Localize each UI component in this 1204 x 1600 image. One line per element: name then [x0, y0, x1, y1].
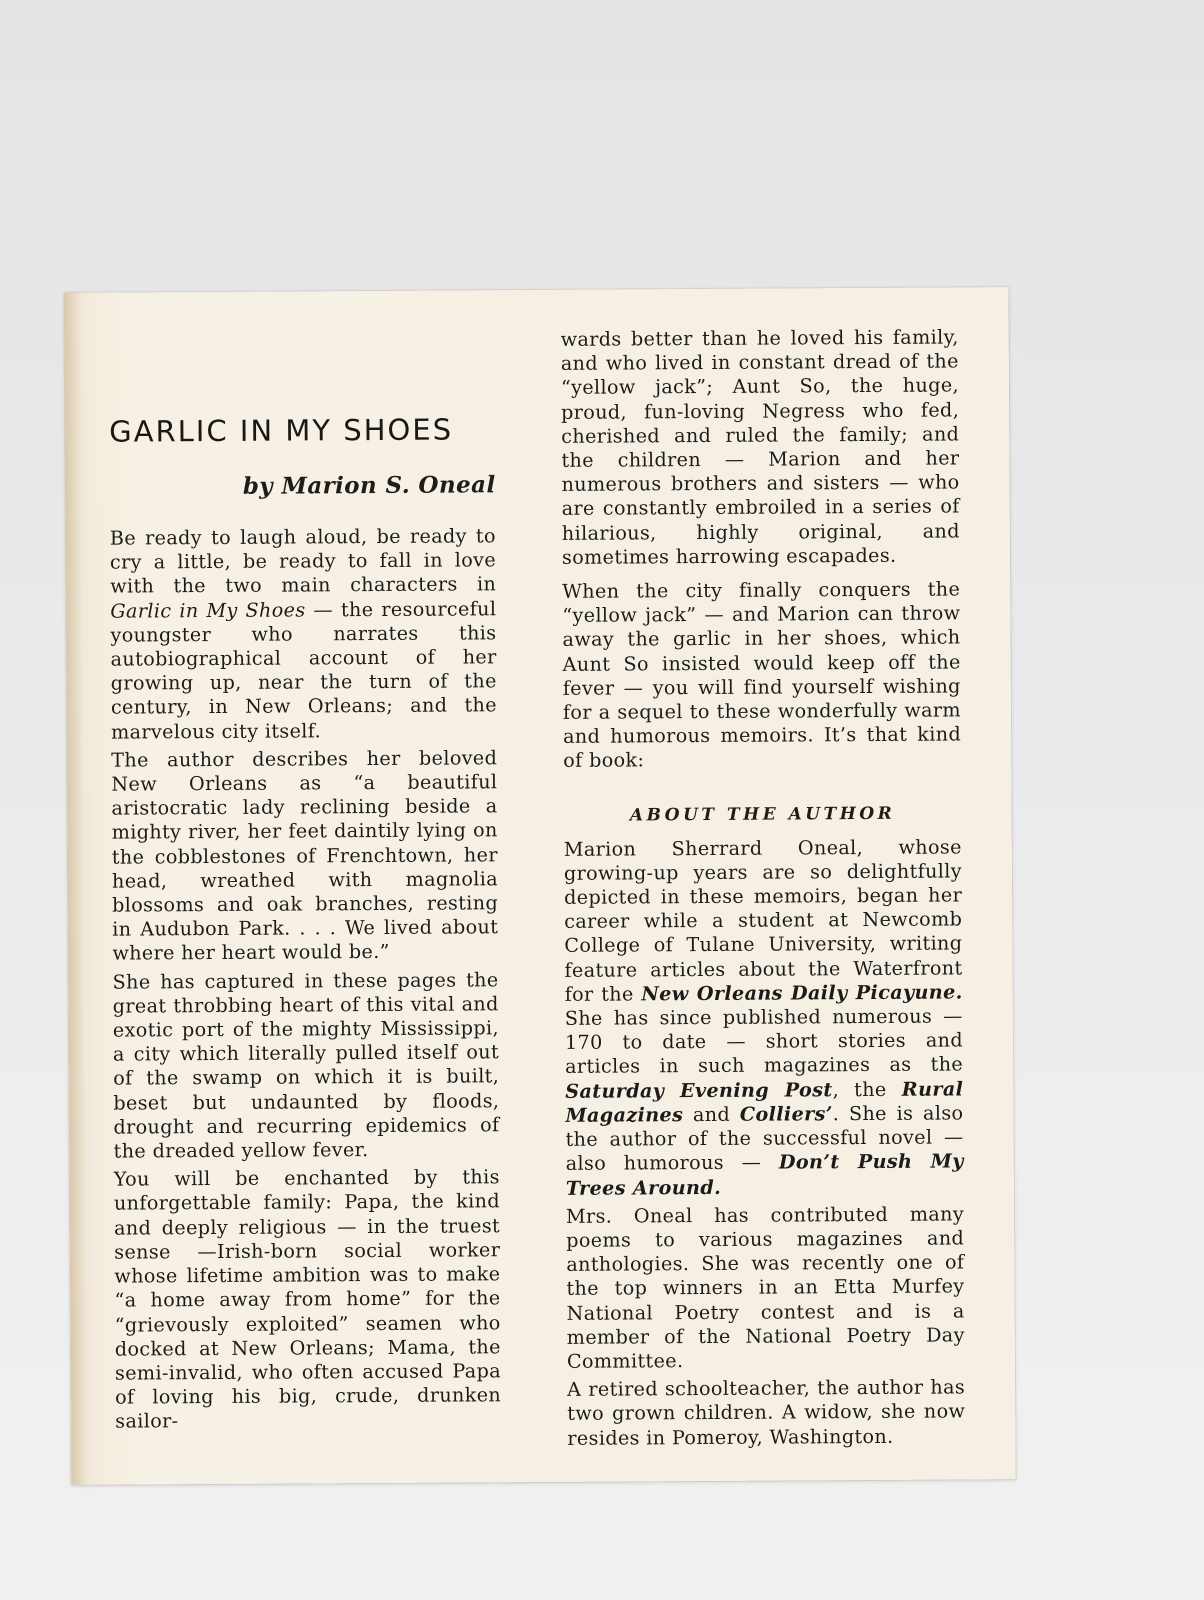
about-p1-segment-3: She has since published numerous — 170 to date — short stories and articles in such magazines as the [564, 1004, 964, 1079]
left-p1-segment-3: — the resourceful youngster who narrates this autobiographical account of her growing up, near the turn of the century, in New Orleans; and the marvelous city itself. [110, 596, 497, 744]
right-p1-segment-1: wards better than he loved his family, and who lived in constant dread of the “yellow jack”; Aunt So, the huge, proud, fun-loving Negress who fed, cherished and ruled the family; and the children — Marion and her numerous brothers and sisters — who are constantly embroiled in a series of hilarious, highly original, and sometimes harrowing escapades. [560, 325, 960, 569]
about-paragraph-1 [564, 835, 964, 1200]
about-p1-segment-4: Saturday Evening Post [565, 1077, 833, 1103]
left-paragraph-4 [114, 1166, 502, 1435]
left-p2-segment-1: The author describes her beloved New Orleans as “a beautiful aristocratic lady reclining beside a mighty river, her feet daintily lying on the cobblestones of Frenchtown, her head, wreathed with magnolia blossoms and oak branches, resting in Audubon Park. . . . We lived about where her heart would be.” [111, 746, 499, 966]
left-p1-segment-1: Be ready to laugh aloud, be ready to cry a little, be ready to fall in love with the two main characters in [109, 524, 497, 599]
left-p4-segment-1: You will be enchanted by this unforgettable family: Papa, the kind and deeply religious — in the truest sense —Irish-born social worker whose lifetime ambition was to make “a home away from home” for the “grievously exploited” seamen who docked at New Orleans; Mama, the semi-invalid, who often accused Papa of loving his big, crude, drunken sailor- [113, 1165, 502, 1433]
right-paragraphs [561, 325, 962, 773]
left-paragraph-3 [113, 968, 500, 1164]
left-paragraph-2 [111, 746, 498, 966]
about-paragraph-3 [567, 1376, 965, 1451]
about-p2-segment-1: Mrs. Oneal has contributed many poems to various magazines and anthologies. She was recently one of the top winners in an Etta Murfey National Poetry contest and is a member of the National Poetry Day Committee. [565, 1202, 965, 1373]
about-p1-segment-6: Rural Magazines [565, 1077, 964, 1127]
about-paragraph-2 [566, 1202, 965, 1374]
about-p1-segment-9: . She is also the author of the successful novel — also humorous — [565, 1101, 964, 1176]
about-p1-segment-1: Marion Sherrard Oneal, whose growing-up years are so delightfully depicted in these memoirs, began her career while a student at Newcomb College of Tulane University, writing feature articles about the Waterfront for the [563, 835, 963, 1006]
left-p1-segment-2: Garlic in My Shoes [110, 598, 306, 623]
right-column [561, 325, 966, 1454]
about-p1-segment-8: Colliers’ [739, 1102, 833, 1126]
about-author-heading: ABOUT THE AUTHOR [629, 803, 896, 826]
book-jacket-page [64, 287, 1015, 1485]
about-p1-segment-2: New Orleans Daily Picayune. [641, 980, 963, 1006]
left-paragraphs [110, 524, 502, 1434]
left-paragraph-1 [110, 524, 497, 744]
about-author-paragraphs [564, 835, 966, 1450]
about-p3-segment-1: A retired schoolteacher, the author has two grown children. A widow, she now resides in Pomeroy, Washington. [567, 1375, 966, 1450]
right-paragraph-2 [562, 577, 961, 773]
about-p1-segment-10: Don’t Push My Trees Around. [565, 1149, 964, 1200]
author-byline: by Marion S. Oneal [242, 471, 496, 500]
right-p2-segment-1: When the city finally conquers the “yellow jack” — and Marion can throw away the garlic in her shoes, which Aunt So insisted would keep off the fever — you will find yourself wishing for a sequel to these wonderfully warm and humorous memoirs. It’s that kind of book: [562, 577, 962, 773]
about-p1-segment-7: and [683, 1102, 740, 1127]
left-column [109, 412, 501, 1438]
left-p3-segment-1: She has captured in these pages the great throbbing heart of this vital and exotic port of the mighty Mississippi, a city which literally pulled itself out of the swamp on which it is built, beset but undaunted by floods, drought and recurring epidemics of the dreaded yellow fever. [112, 967, 500, 1163]
about-p1-segment-5: , the [832, 1077, 902, 1101]
right-paragraph-1 [561, 325, 960, 569]
book-title: GARLIC IN MY SHOES [109, 412, 454, 449]
